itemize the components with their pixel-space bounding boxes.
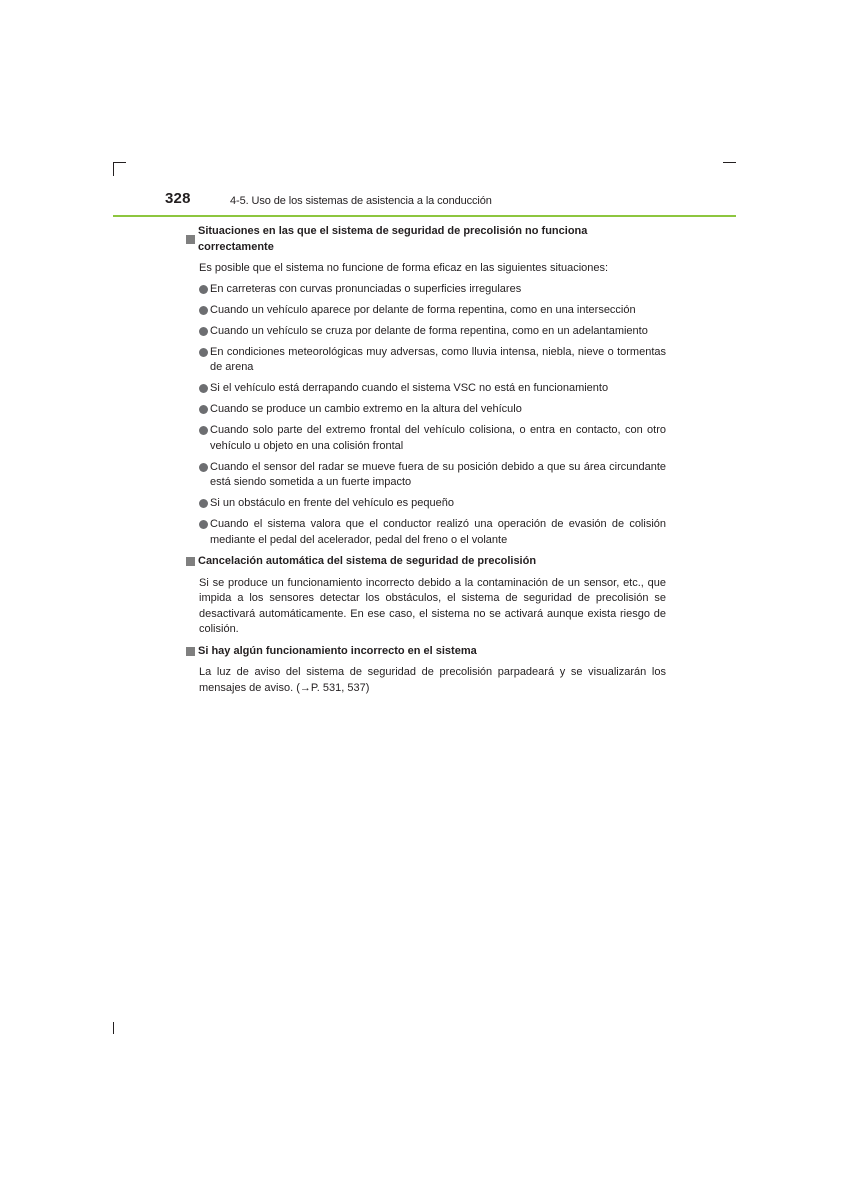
list-item — [199, 303, 666, 319]
bullet-icon — [199, 348, 208, 357]
bullet-icon — [199, 520, 208, 529]
heading-text: Si hay algún funcionamiento incorrecto en el sistema — [198, 644, 477, 657]
list-item-text: Cuando solo parte del extremo frontal del vehículo colisiona, o entra en contacto, con otro vehículo u objeto en una colisión frontal — [210, 424, 666, 452]
heading-text: Cancelación automática del sistema de seguridad de precolisión — [198, 555, 537, 567]
page-number: 328 — [165, 190, 191, 207]
list-item — [199, 381, 666, 397]
situation-list — [186, 282, 666, 549]
list-item-text: En carreteras con curvas pronunciadas o superficies irregulares — [210, 282, 522, 295]
heading-text: Situaciones en las que el sistema de seguridad de precolisión no funciona correctamente — [198, 225, 588, 253]
section-title: 4-5. Uso de los sistemas de asistencia a la conducción — [230, 195, 492, 207]
list-item-text: Si el vehículo está derrapando cuando el sistema VSC no está en funcionamiento — [210, 382, 609, 394]
list-item-text: Cuando un vehículo se cruza por delante de forma repentina, como en un adelantamiento — [210, 324, 648, 337]
crop-mark-bottom-left — [113, 1022, 114, 1034]
crop-mark-top-right — [723, 162, 736, 163]
list-item — [199, 517, 666, 548]
bullet-icon — [199, 384, 208, 393]
crop-mark-top-left-horizontal — [113, 162, 126, 163]
list-item-text: Cuando un vehículo aparece por delante de forma repentina, como en una intersección — [210, 303, 636, 316]
list-item-text: Si un obstáculo en frente del vehículo es pequeño — [210, 497, 455, 509]
bullet-icon — [199, 426, 208, 435]
section-situations — [186, 224, 666, 548]
section-auto-cancel — [186, 554, 666, 638]
section-malfunction — [186, 644, 666, 697]
list-item — [199, 496, 666, 512]
bullet-icon — [199, 405, 208, 414]
list-item — [199, 423, 666, 454]
bullet-icon — [199, 327, 208, 336]
bullet-icon — [199, 306, 208, 315]
list-item — [199, 345, 666, 376]
bullet-icon — [199, 463, 208, 472]
page-content — [186, 224, 666, 702]
list-item — [199, 402, 666, 418]
header-rule — [113, 215, 736, 217]
list-item-text: Cuando se produce un cambio extremo en la altura del vehículo — [210, 403, 522, 415]
list-item-text: Cuando el sensor del radar se mueve fuera de su posición debido a que su área circundante está siendo sometida a un fuerte impacto — [210, 460, 666, 488]
section-heading — [186, 554, 666, 570]
section-heading — [186, 644, 666, 660]
section-body: Si se produce un funcionamiento incorrecto debido a la contaminación de un sensor, etc., que impida a los sensores detectar los obstáculos, el sistema de seguridad de precolisión se desactivará automáticamente. En ese caso, el sistema no se activará aunque exista riesgo de colisión. — [199, 576, 666, 635]
square-marker-icon — [186, 235, 195, 244]
bullet-icon — [199, 285, 208, 294]
list-item — [199, 324, 666, 340]
section-intro: Es posible que el sistema no funcione de forma eficaz en las siguientes situaciones: — [199, 262, 609, 274]
list-item — [199, 282, 666, 298]
list-item-text: En condiciones meteorológicas muy adversas, como lluvia intensa, niebla, nieve o tormentas de arena — [210, 345, 666, 373]
list-item-text: Cuando el sistema valora que el conductor realizó una operación de evasión de colisión mediante el pedal del acelerador, pedal del freno o el volante — [210, 518, 666, 546]
list-item — [199, 460, 666, 491]
square-marker-icon — [186, 647, 195, 656]
bullet-icon — [199, 499, 208, 508]
square-marker-icon — [186, 557, 195, 566]
section-body: La luz de aviso del sistema de seguridad de precolisión parpadeará y se visualizarán los mensajes de aviso. (→P. 531, 537) — [199, 666, 666, 694]
crop-mark-top-left-vertical — [113, 162, 114, 176]
section-heading — [186, 224, 666, 255]
